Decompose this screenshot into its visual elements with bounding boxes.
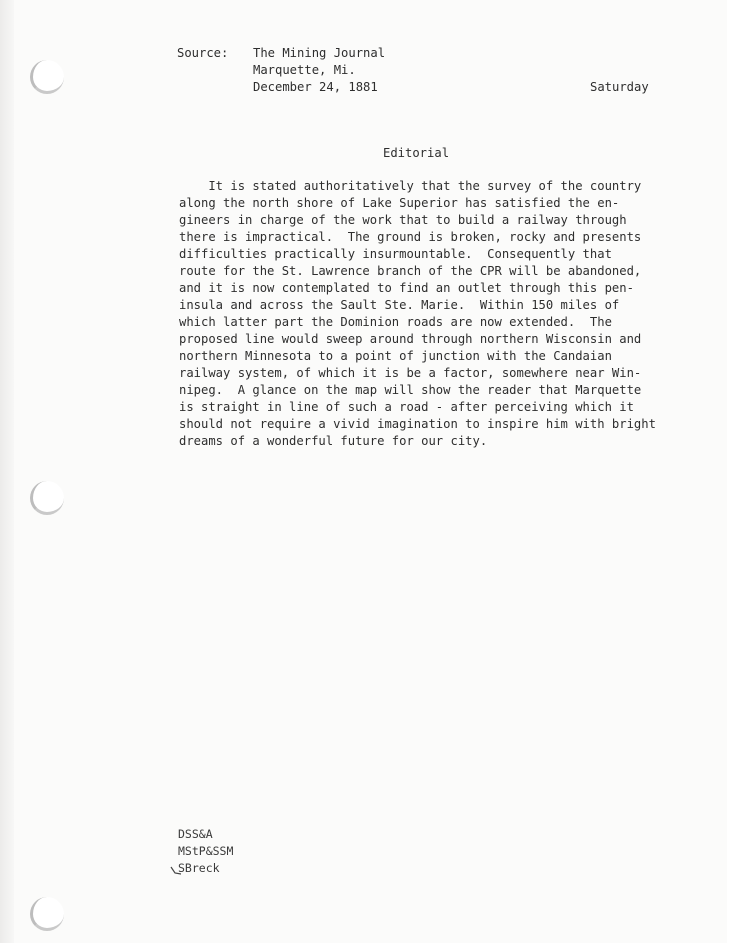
body-line: which latter part the Dominion roads are now extended. The	[179, 315, 612, 329]
pen-check-mark-icon	[170, 866, 182, 875]
punch-hole-icon	[30, 481, 64, 515]
scan-margin	[727, 0, 750, 943]
body-line: nipeg. A glance on the map will show the reader that Marquette	[179, 383, 642, 397]
body-line: difficulties practically insurmountable. Consequently that	[179, 247, 612, 261]
body-line: dreams of a wonderful future for our city.	[179, 434, 488, 448]
body-line: insula and across the Sault Ste. Marie. Within 150 miles of	[179, 298, 620, 312]
body-line: there is impractical. The ground is broken, rocky and presents	[179, 230, 642, 244]
editorial-body	[179, 178, 656, 450]
body-line: northern Minnesota to a point of junction with the Candaian	[179, 349, 612, 363]
source-label: Source:	[177, 46, 229, 60]
punch-hole-icon	[30, 897, 64, 931]
scan-edge-shadow	[0, 0, 14, 943]
initials-line: DSS&A	[178, 827, 213, 841]
body-line: route for the St. Lawrence branch of the CPR will be abandoned,	[179, 264, 642, 278]
body-line: It is stated authoritatively that the survey of the country	[179, 179, 642, 193]
body-line: proposed line would sweep around through northern Wisconsin and	[179, 332, 642, 346]
body-line: and it is now contemplated to find an outlet through this pen-	[179, 281, 634, 295]
initials-line: MStP&SSM	[178, 844, 234, 858]
body-line: gineers in charge of the work that to build a railway through	[179, 213, 627, 227]
source-day: Saturday	[590, 80, 649, 94]
body-line: railway system, of which it is be a factor, somewhere near Win-	[179, 366, 642, 380]
body-line: along the north shore of Lake Superior has satisfied the en-	[179, 196, 620, 210]
routing-initials	[178, 826, 233, 877]
source-date: December 24, 1881	[253, 80, 378, 94]
source-place: Marquette, Mi.	[253, 63, 356, 77]
body-line: should not require a vivid imagination to inspire him with bright	[179, 417, 656, 431]
initials-line: SBreck	[178, 861, 220, 875]
punch-hole-icon	[30, 60, 64, 94]
source-publication: The Mining Journal	[253, 46, 386, 60]
body-line: is straight in line of such a road - after perceiving which it	[179, 400, 634, 414]
editorial-heading: Editorial	[383, 146, 450, 160]
